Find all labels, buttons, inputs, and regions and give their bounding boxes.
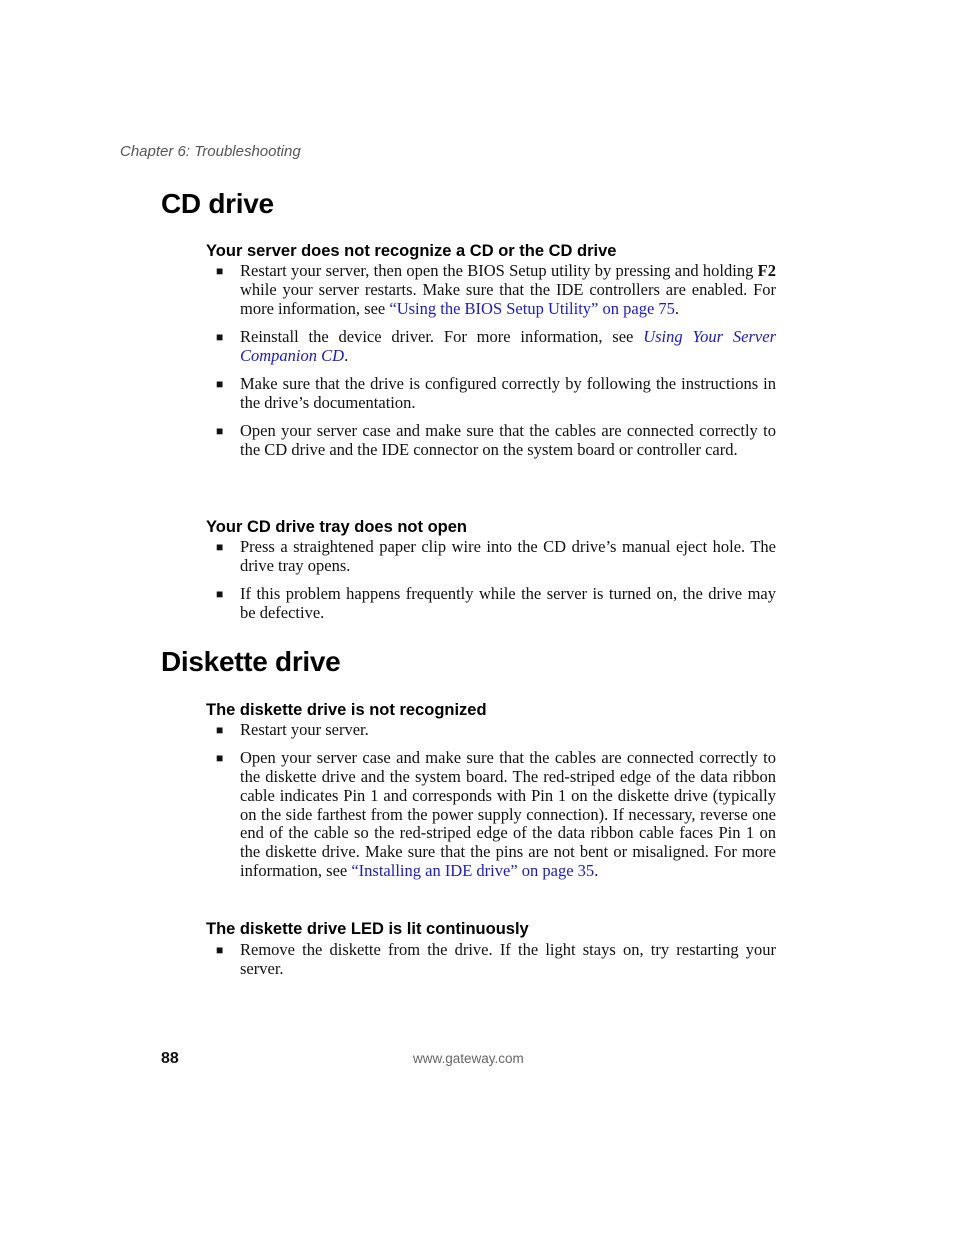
list-item: ■ Open your server case and make sure that the cables are connected correctly to the diskette drive and the system board. The red-striped edge of the data ribbon cable indicates Pin 1 and corresponds with Pin 1 on the diskette drive (typically on the side farthest from the power supply connection). If necessary, reverse one end of the cable so the red-striped edge of the data ribbon cable faces Pin 1 on the diskette drive. Make sure that the pins are not bent or misaligned. For more information, see “Installing an IDE drive” on page 35. bbox=[216, 748, 776, 881]
bullet-icon: ■ bbox=[216, 723, 224, 737]
list-item: ■ If this problem happens frequently while the server is turned on, the drive may be defective. bbox=[216, 584, 776, 622]
key-f2: F2 bbox=[757, 261, 776, 280]
bullet-icon: ■ bbox=[216, 329, 224, 344]
subheading-diskette-not-recognized: The diskette drive is not recognized bbox=[206, 701, 487, 719]
list-item: ■ Open your server case and make sure that the cables are connected correctly to the CD drive and the IDE connector on the system board or controller card. bbox=[216, 421, 776, 459]
subheading-cd-tray: Your CD drive tray does not open bbox=[206, 518, 467, 536]
link-companion-cd[interactable]: Using Your Server Companion CD bbox=[240, 326, 776, 365]
bullet-list-diskette-led bbox=[216, 941, 776, 988]
page-number: 88 bbox=[161, 1050, 179, 1067]
subheading-cd-not-recognized: Your server does not recognize a CD or the CD drive bbox=[206, 242, 617, 260]
list-item: ■ Restart your server. bbox=[216, 720, 369, 739]
list-item: ■ Reinstall the device driver. For more information, see Using Your Server Companion CD. bbox=[216, 326, 776, 365]
link-bios-setup[interactable]: “Using the BIOS Setup Utility” on page 75 bbox=[389, 298, 675, 318]
footer-url: www.gateway.com bbox=[413, 1051, 524, 1066]
list-item: ■ Make sure that the drive is configured correctly by following the instructions in the drive’s documentation. bbox=[216, 373, 776, 412]
bullet-icon: ■ bbox=[216, 264, 224, 278]
bullet-list-diskette-not-recognized bbox=[216, 721, 776, 890]
bullet-icon: ■ bbox=[216, 751, 224, 766]
bullet-list-cd-tray bbox=[216, 538, 776, 632]
bullet-icon: ■ bbox=[216, 587, 224, 602]
bullet-icon: ■ bbox=[216, 424, 224, 439]
bullet-icon: ■ bbox=[216, 540, 224, 554]
bullet-list-cd-not-recognized bbox=[216, 262, 776, 469]
list-item: ■ Restart your server, then open the BIOS Setup utility by pressing and holding F2 while your server restarts. Make sure that the IDE controllers are enabled. For more information, see “Using the BIOS Setup Utility” on page 75. bbox=[216, 261, 776, 318]
bullet-icon: ■ bbox=[216, 943, 224, 957]
link-installing-ide-drive[interactable]: “Installing an IDE drive” on page 35 bbox=[351, 861, 595, 881]
section-title-cd-drive: CD drive bbox=[161, 188, 274, 219]
bullet-icon: ■ bbox=[216, 376, 224, 391]
subheading-diskette-led: The diskette drive LED is lit continuously bbox=[206, 920, 529, 938]
section-title-diskette-drive: Diskette drive bbox=[161, 646, 341, 677]
list-item: ■ Press a straightened paper clip wire into the CD drive’s manual eject hole. The drive tray opens. bbox=[216, 537, 776, 575]
chapter-header: Chapter 6: Troubleshooting bbox=[120, 143, 301, 160]
list-item: ■ Remove the diskette from the drive. If the light stays on, try restarting your server. bbox=[216, 940, 776, 978]
